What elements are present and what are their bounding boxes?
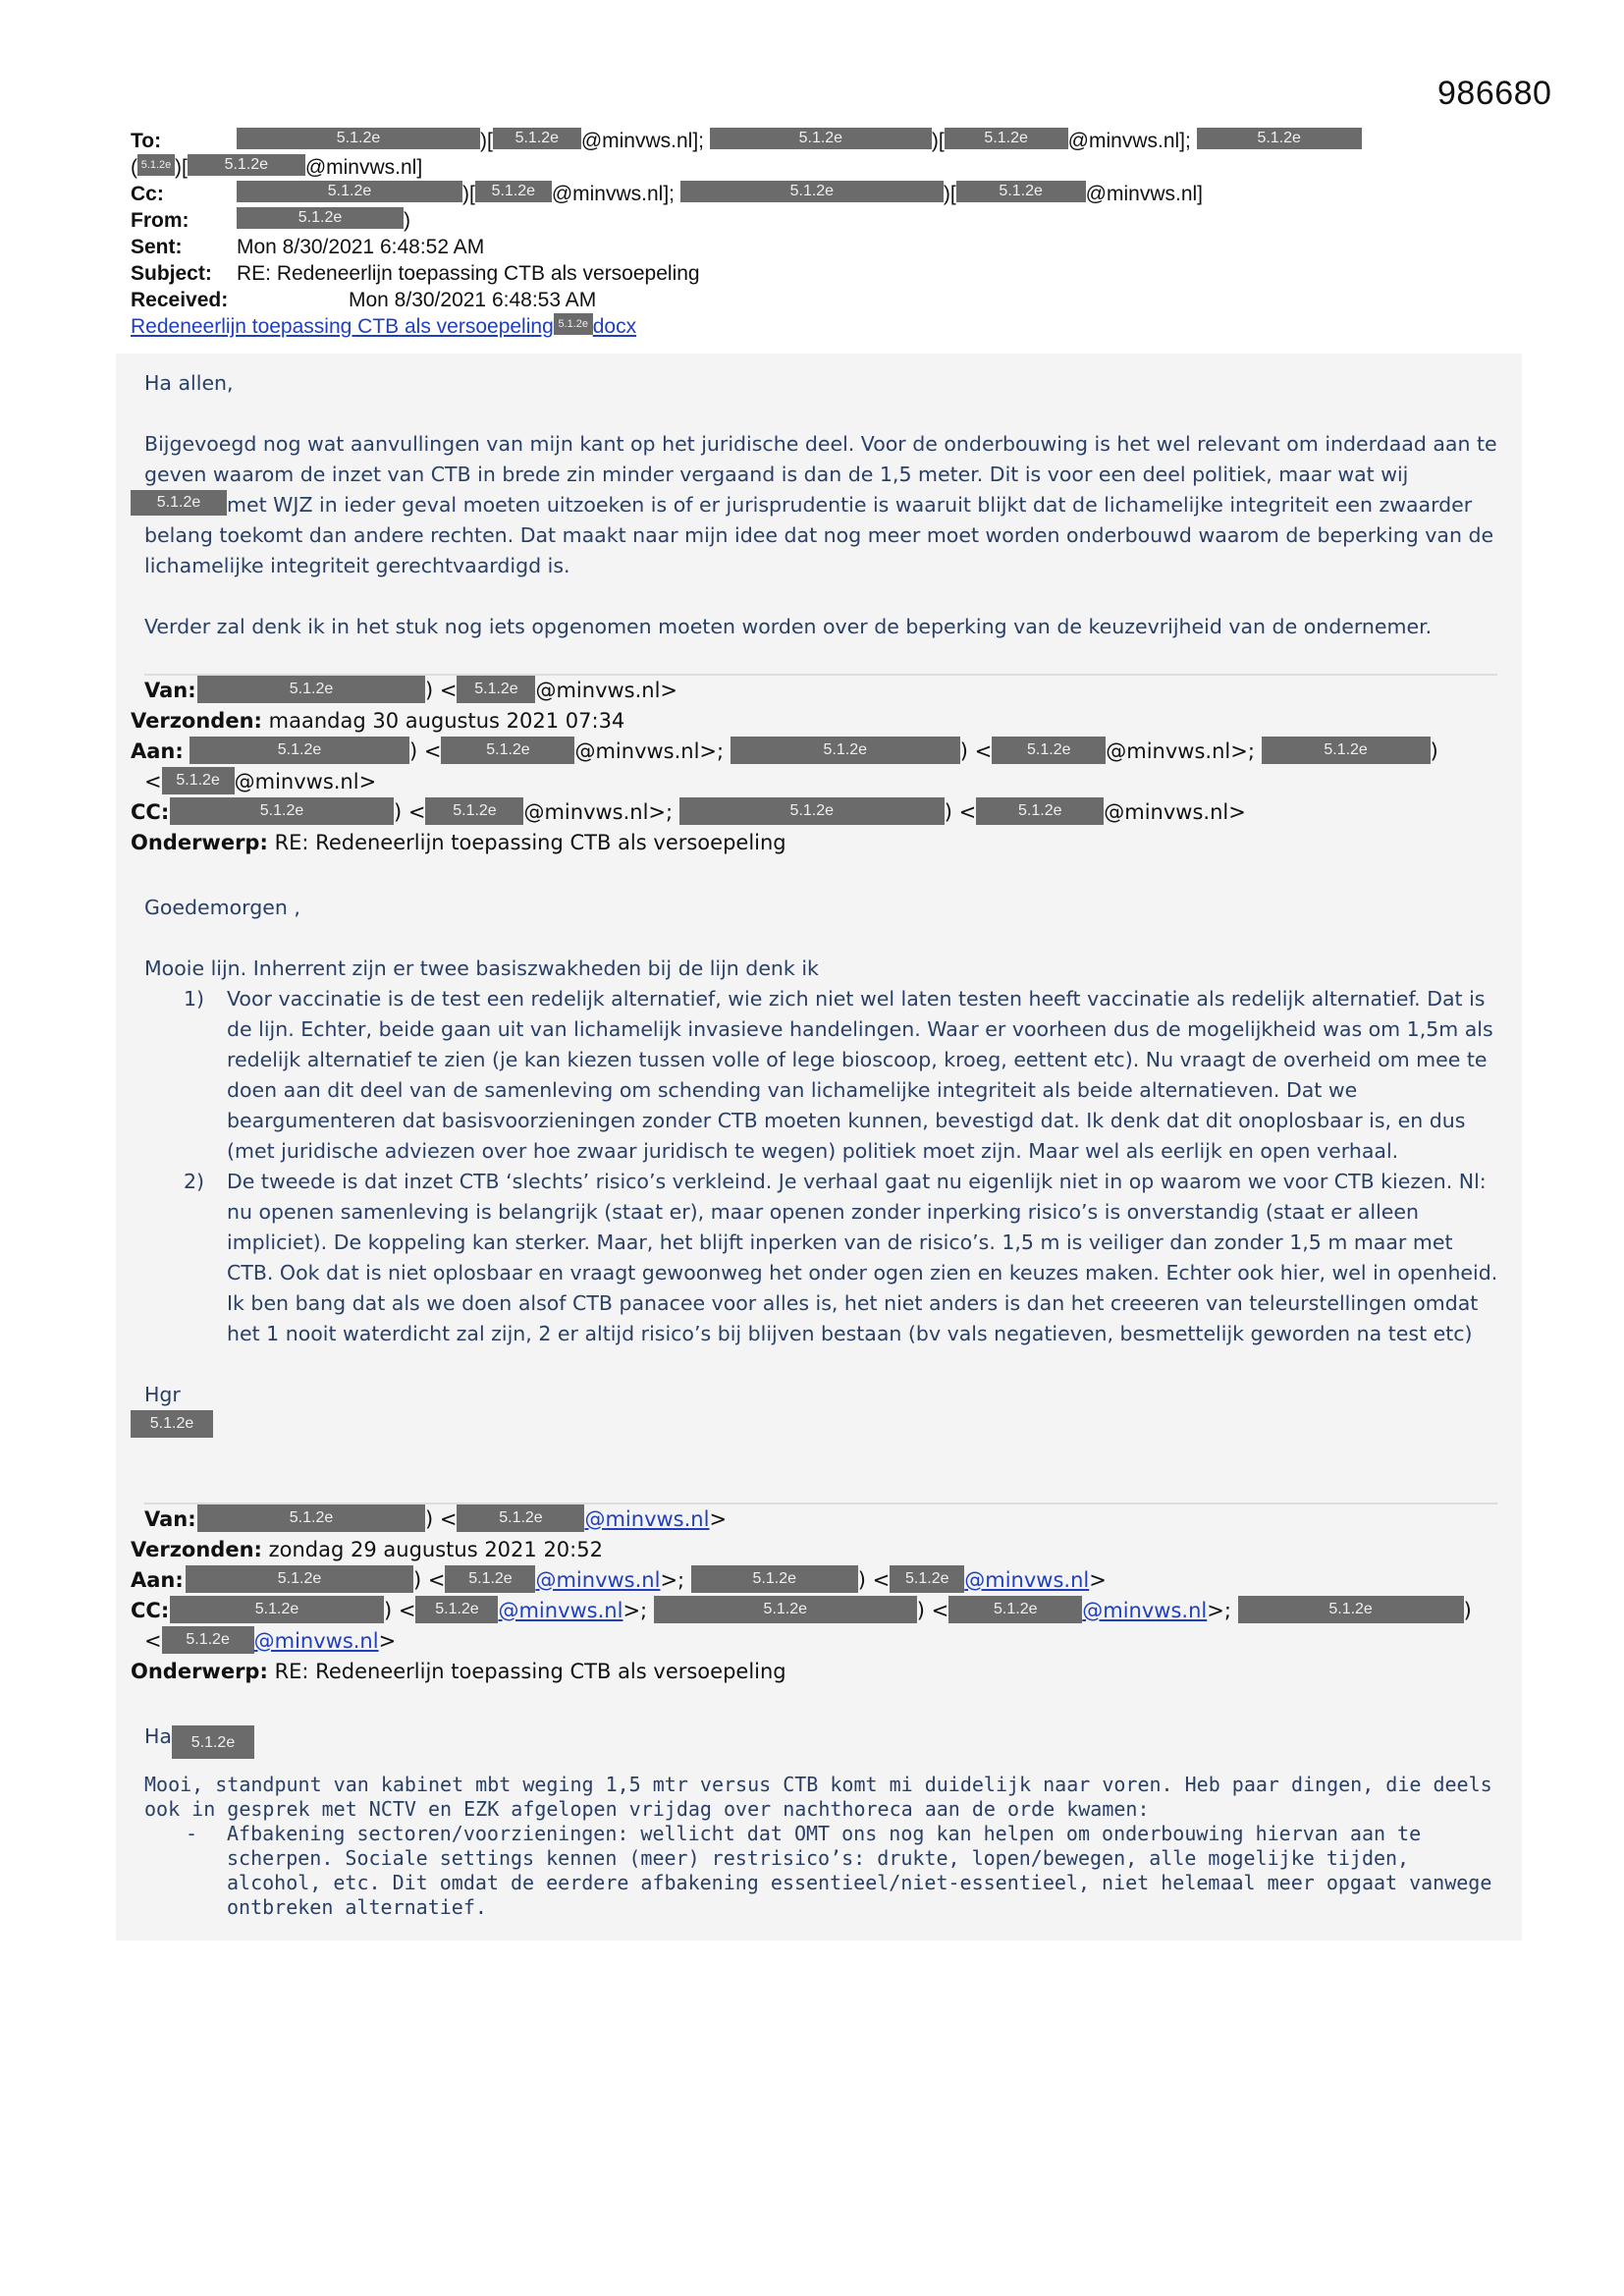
forward-1-cc-row: CC: 5.1.2e ) < 5.1.2e @minvws.nl>; 5.1.2e ) < 5.1.2e @minvws.nl> — [131, 797, 1525, 828]
redaction-box: 5.1.2e — [131, 1410, 213, 1438]
redaction-box: 5.1.2e — [945, 128, 1068, 149]
van-label: Van: — [144, 679, 196, 702]
onderwerp-label: Onderwerp: — [131, 831, 268, 854]
email-domain: @minvws.nl]; — [1067, 130, 1191, 152]
bullet-mark: - — [186, 1822, 198, 1845]
redaction-box: 5.1.2e — [956, 181, 1086, 202]
header-received-row — [131, 287, 1505, 313]
redaction-box: 5.1.2e — [415, 1596, 498, 1623]
email-suffix: @minvws.nl> — [535, 679, 678, 702]
message-1 — [144, 368, 1499, 642]
redaction-box: 5.1.2e — [172, 1725, 254, 1759]
email-suffix: @minvws.nl>; — [523, 800, 674, 824]
email-link[interactable]: @minvws.nl — [498, 1599, 623, 1622]
attachment-extension[interactable]: docx — [592, 315, 637, 338]
redaction-box: 5.1.2e — [680, 181, 944, 202]
redaction-box: 5.1.2e — [237, 207, 404, 229]
redaction-box: 5.1.2e — [197, 676, 425, 703]
redaction-box: 5.1.2e — [137, 154, 175, 176]
message-3-bullet-item — [144, 1822, 1499, 1920]
redaction-box: 5.1.2e — [948, 1596, 1082, 1623]
redaction-box: 5.1.2e — [890, 1565, 964, 1593]
header-to-row: To: 5.1.2e )[ 5.1.2e @minvws.nl]; 5.1.2e )[ 5.1.2e @minvws.nl]; 5.1.2e — [131, 128, 1505, 154]
verzonden-value: maandag 30 augustus 2021 07:34 — [268, 709, 625, 733]
redaction-box: 5.1.2e — [189, 737, 409, 764]
from-label: From: — [131, 209, 189, 232]
redaction-box: 5.1.2e — [237, 128, 480, 149]
message-3-greeting-row — [144, 1722, 1499, 1759]
redaction-box: 5.1.2e — [186, 1565, 413, 1593]
forward-1-header — [131, 676, 1525, 858]
forward-1-aan-row: Aan: 5.1.2e ) < 5.1.2e @minvws.nl>; 5.1.2e ) < 5.1.2e @minvws.nl>; 5.1.2e ) — [131, 737, 1525, 767]
forward-2-cc-continued-row: < 5.1.2e @minvws.nl> — [131, 1626, 1525, 1657]
email-link[interactable]: @minvws.nl — [964, 1568, 1090, 1592]
list-item-number: 2) — [184, 1170, 205, 1193]
forward-1-aan-continued-row: < 5.1.2e @minvws.nl> — [131, 767, 1525, 797]
sent-label: Sent: — [131, 236, 183, 258]
aan-label: Aan: — [131, 1568, 184, 1592]
message-1-paragraph-b: met WJZ in ieder geval moeten uitzoeken is of er jurisprudentie is waaruit blijkt dat de lichamelijke integriteit een zwaarder belang toekomt dan andere rechten. Dat maakt naar mijn idee dat nog meer moet worden onderbouwd waarom de beperking van de lichamelijke integriteit gerechtvaardigd is. — [144, 493, 1494, 577]
email-domain: @minvws.nl] — [1085, 183, 1204, 205]
email-link[interactable]: @minvws.nl — [1082, 1599, 1208, 1622]
redaction-box: 5.1.2e — [1197, 128, 1362, 149]
forward-2-onderwerp-row — [131, 1657, 1525, 1687]
header-sent-row — [131, 234, 1505, 260]
redaction-box: 5.1.2e — [1262, 737, 1431, 764]
verzonden-value: zondag 29 augustus 2021 20:52 — [268, 1538, 603, 1561]
message-3-greeting: Ha — [144, 1724, 172, 1748]
redaction-box: 5.1.2e — [554, 313, 593, 335]
forward-2-verzonden-row — [131, 1535, 1525, 1565]
verzonden-label: Verzonden: — [131, 709, 262, 733]
list-item-text: De tweede is dat inzet CTB ‘slechts’ risico’s verkleind. Je verhaal gaat nu eigenlijk niet in op waarom we voor CTB kiezen. Nl: nu openen samenleving is belangrijk (staat er), maar openen zonder inperking risico’s is onverstandig (staat er alleen impliciet). De koppeling kan sterker. Maar, het blijft inperken van de risico’s. 1,5 m is veiliger dan zonder 1,5 m maar met CTB. Ook dat is niet oplosbaar en vraagt gewoonweg het onder ogen zien en keuzes maken. Echter ook hier, wel in openheid. Ik ben bang dat als we doen alsof CTB panacee voor alles is, het niet anders is dan het creeeren van teleurstellingen omdat het 1 nooit waterdicht zal zijn, 2 er altijd risico’s bij blijven bestaan (bv vals negatieven, besmettelijk geworden na test etc) — [227, 1170, 1498, 1345]
message-1-greeting: Ha allen, — [144, 371, 234, 395]
cc-label: CC: — [131, 800, 170, 824]
redaction-box: 5.1.2e — [691, 1565, 858, 1593]
email-header — [131, 128, 1505, 340]
received-label: Received: — [131, 289, 229, 311]
redaction-box: 5.1.2e — [976, 797, 1104, 825]
message-1-paragraph-a: Bijgevoegd nog wat aanvullingen van mijn kant op het juridische deel. Voor de onderbouwing is het wel relevant om inderdaad aan te geven waarom de inzet van CTB in brede zin minder vergaand is dan de 1,5 meter. Dit is voor een deel politiek, maar wat wij — [144, 432, 1497, 486]
message-3-body — [144, 1773, 1499, 1920]
list-item-text: Voor vaccinatie is de test een redelijk alternatief, wie zich niet wel laten testen heeft vaccinatie als redelijk alternatief. Dat is de lijn. Echter, beide gaan uit van lichamelijk invasieve handelingen. Waar er voorheen dus de mogelijkheid was om 1,5m als redelijk alternatief te zien (je kan kiezen tussen volle of lege bioscoop, kroeg, eettent etc). Nu vraagt de overheid om mee te doen aan dit deel van de samenleving om schending van lichamelijke integriteit als beide alternatieven. Dat we beargumenteren dat basisvoorzieningen zonder CTB moeten kunnen, bevestigd dat. Ik denk dat dit onoplosbaar is, en dus (met juridische adviezen over hoe zwaar juridisch te wegen) politiek moet zijn. Maar wel als eerlijk en open verhaal. — [227, 987, 1493, 1163]
redaction-box: 5.1.2e — [188, 154, 305, 176]
van-label: Van: — [144, 1507, 196, 1531]
header-subject-row — [131, 260, 1505, 287]
message-2-signature — [144, 1410, 1499, 1441]
verzonden-label: Verzonden: — [131, 1538, 262, 1561]
redaction-box: 5.1.2e — [493, 128, 581, 149]
redaction-box: 5.1.2e — [441, 737, 574, 764]
email-suffix: @minvws.nl> — [1104, 800, 1246, 824]
redaction-box: 5.1.2e — [679, 797, 945, 825]
header-from-row: From: 5.1.2e ) — [131, 209, 410, 232]
forward-2-cc-row: CC: 5.1.2e ) < 5.1.2e @minvws.nl>; 5.1.2e ) < 5.1.2e @minvws.nl>; 5.1.2e ) — [131, 1596, 1525, 1626]
subject-label: Subject: — [131, 262, 212, 285]
redaction-box: 5.1.2e — [197, 1504, 425, 1532]
list-item-number: 1) — [184, 987, 205, 1011]
sent-value: Mon 8/30/2021 6:48:52 AM — [237, 236, 485, 258]
header-cc-row: Cc: 5.1.2e )[ 5.1.2e @minvws.nl]; 5.1.2e )[ 5.1.2e @minvws.nl] — [131, 183, 1204, 205]
redaction-box: 5.1.2e — [170, 1596, 384, 1623]
cc-label: Cc: — [131, 183, 164, 205]
message-2-list — [144, 984, 1499, 1349]
redaction-box: 5.1.2e — [992, 737, 1106, 764]
redaction-box: 5.1.2e — [237, 181, 462, 202]
redaction-box: 5.1.2e — [710, 128, 932, 149]
email-link[interactable]: @minvws.nl — [253, 1629, 379, 1653]
document-number: 986680 — [1437, 75, 1552, 112]
forward-2-aan-row: Aan: 5.1.2e ) < 5.1.2e @minvws.nl>; 5.1.2e ) < 5.1.2e @minvws.nl> — [131, 1565, 1525, 1596]
email-suffix: @minvws.nl> — [234, 770, 377, 793]
email-link[interactable]: @minvws.nl — [535, 1568, 661, 1592]
cc-label: CC: — [131, 1599, 170, 1622]
redaction-box: 5.1.2e — [445, 1565, 535, 1593]
received-value: Mon 8/30/2021 6:48:53 AM — [349, 289, 597, 311]
message-1-paragraph-b-wrap — [144, 490, 1499, 581]
email-domain: @minvws.nl] — [304, 156, 423, 179]
onderwerp-label: Onderwerp: — [131, 1660, 268, 1683]
header-to-continued-row: ( 5.1.2e )[ 5.1.2e @minvws.nl] — [131, 156, 423, 179]
onderwerp-value: RE: Redeneerlijn toepassing CTB als versoepeling — [274, 831, 786, 854]
message-1-paragraph-2: Verder zal denk ik in het stuk nog iets opgenomen moeten worden over de beperking van de keuzevrijheid van de ondernemer. — [144, 615, 1433, 638]
to-label: To: — [131, 130, 162, 152]
redaction-box: 5.1.2e — [654, 1596, 917, 1623]
list-item — [144, 1167, 1499, 1349]
redaction-box: 5.1.2e — [475, 181, 552, 202]
message-2-greeting: Goedemorgen , — [144, 896, 300, 919]
email-link[interactable]: @minvws.nl — [584, 1507, 710, 1531]
message-2 — [144, 893, 1499, 1441]
message-2-intro: Mooie lijn. Inherrent zijn er twee basiszwakheden bij de lijn denk ik — [144, 957, 819, 980]
message-3-paragraph: Mooi, standpunt van kabinet mbt weging 1,5 mtr versus CTB komt mi duidelijk naar voren. Heb paar dingen, die deels ook in gesprek met NCTV en EZK afgelopen vrijdag over nachthoreca aan de orde kwamen: — [144, 1773, 1492, 1821]
email-suffix: @minvws.nl>; — [574, 739, 725, 763]
redaction-box: 5.1.2e — [1238, 1596, 1464, 1623]
forward-2-header — [131, 1504, 1525, 1687]
email-suffix: @minvws.nl>; — [1106, 739, 1255, 763]
redaction-box: 5.1.2e — [731, 737, 960, 764]
list-item — [144, 984, 1499, 1167]
redaction-box: 5.1.2e — [170, 797, 394, 825]
attachment-name[interactable]: Redeneerlijn toepassing CTB als versoepeling — [131, 315, 554, 338]
message-2-signoff: Hgr — [144, 1383, 181, 1406]
forward-1-verzonden-row — [131, 706, 1525, 737]
bullet-text: Afbakening sectoren/voorzieningen: wellicht dat OMT ons nog kan helpen om onderbouwing hiervan aan te scherpen. Sociale settings kennen (meer) restrisico’s: drukte, lopen/bewegen, alle mogelijke tijden, alcohol, etc. Dit omdat de eerdere afbakening essentieel/niet-essentieel, niet helemaal meer opgaat vanwege ontbreken alternatief. — [227, 1822, 1492, 1919]
subject-value: RE: Redeneerlijn toepassing CTB als versoepeling — [237, 262, 700, 285]
aan-label: Aan: — [131, 739, 184, 763]
forward-1-van-row: Van: 5.1.2e ) < 5.1.2e @minvws.nl> — [131, 676, 1525, 706]
redaction-box: 5.1.2e — [457, 1504, 584, 1532]
redaction-box: 5.1.2e — [162, 1626, 254, 1654]
redaction-box: 5.1.2e — [425, 797, 523, 825]
email-domain: @minvws.nl]; — [580, 130, 704, 152]
attachment-link[interactable] — [131, 313, 1505, 340]
redaction-box: 5.1.2e — [457, 676, 535, 703]
forward-2-van-row: Van: 5.1.2e ) < 5.1.2e @minvws.nl> — [131, 1504, 1525, 1535]
onderwerp-value: RE: Redeneerlijn toepassing CTB als versoepeling — [274, 1660, 786, 1683]
email-domain: @minvws.nl]; — [551, 183, 675, 205]
redaction-box: 5.1.2e — [131, 490, 227, 516]
forward-1-onderwerp-row — [131, 828, 1525, 858]
redaction-box: 5.1.2e — [162, 767, 235, 794]
